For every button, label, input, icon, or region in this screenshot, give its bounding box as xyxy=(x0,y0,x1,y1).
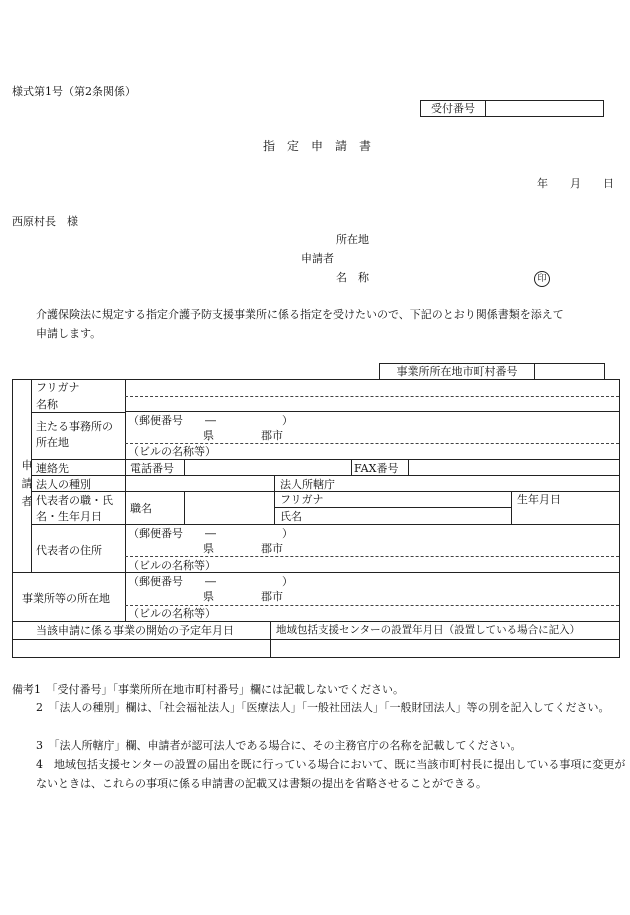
office-location-county: 郡市 xyxy=(261,590,283,603)
note-2: 2 「法人の種別」欄は、「社会福祉法人」「医療法人」「一般社団法人」「一般財団法人」等の別を記入してください。 xyxy=(36,701,610,714)
applicant-location-label: 所在地 xyxy=(336,233,369,246)
representative-label-1: 代表者の職・氏 xyxy=(36,494,113,507)
rep-address-building: （ビルの名称等） xyxy=(128,559,216,572)
form-label: 様式第1号（第2条関係） xyxy=(12,85,136,98)
rep-address-label: 代表者の住所 xyxy=(36,544,102,557)
rep-address-postal: （郵便番号 ― ） xyxy=(128,527,293,540)
main-office-label-1: 主たる事務所の xyxy=(36,420,113,433)
name-label: 名称 xyxy=(36,398,58,411)
addressee: 西原村長 様 xyxy=(12,215,78,228)
body-text-line1: 介護保険法に規定する指定介護予防支援事業所に係る指定を受けたいので、下記のとおり関係書類を添えて xyxy=(36,308,564,321)
municipality-number-label: 事業所所在地市町村番号 xyxy=(380,364,535,380)
office-location-pref: 県 xyxy=(203,590,214,603)
phone-label: 電話番号 xyxy=(130,462,174,475)
municipality-number-box xyxy=(379,363,605,379)
office-location-label: 事業所等の所在地 xyxy=(22,592,110,605)
rep-address-pref: 県 xyxy=(203,542,214,555)
main-office-postal: （郵便番号 ― ） xyxy=(128,414,293,427)
seal-mark: 印 xyxy=(534,271,550,287)
office-location-building: （ビルの名称等） xyxy=(128,607,216,620)
start-date-label: 当該申請に係る事業の開始の予定年月日 xyxy=(36,624,234,637)
main-office-pref: 県 xyxy=(203,429,214,442)
receipt-number-label: 受付番号 xyxy=(421,101,486,116)
center-date-label: 地域包括支援センターの設置年月日（設置している場合に記入） xyxy=(276,624,581,636)
rep-furigana-label: フリガナ xyxy=(280,493,324,506)
applicant-label: 申請者 xyxy=(301,252,334,265)
applicant-name-label: 名 称 xyxy=(336,271,369,284)
office-location-postal: （郵便番号 ― ） xyxy=(128,575,293,588)
applicant-side-label: 申請者 xyxy=(21,459,33,508)
note-3: 3 「法人所轄庁」欄、申請者が認可法人である場合に、その主務官庁の名称を記載してください。 xyxy=(36,739,522,752)
document-title: 指 定 申 請 書 xyxy=(263,139,372,153)
corp-authority-label: 法人所轄庁 xyxy=(280,478,335,491)
note-1: 備考1 「受付番号」「事業所所在地市町村番号」欄には記載しないでください。 xyxy=(12,683,404,696)
fax-label: FAX番号 xyxy=(354,462,399,475)
date-line: 年 月 日 xyxy=(537,177,614,190)
representative-label-2: 名・生年月日 xyxy=(36,510,102,523)
main-office-label-2: 所在地 xyxy=(36,436,69,449)
contact-label: 連絡先 xyxy=(36,462,69,475)
corp-type-label: 法人の種別 xyxy=(36,478,91,491)
birthdate-label: 生年月日 xyxy=(517,493,561,506)
rep-name-label: 氏名 xyxy=(280,510,302,523)
receipt-number-box xyxy=(420,100,604,117)
main-office-county: 郡市 xyxy=(261,429,283,442)
main-office-building: （ビルの名称等） xyxy=(128,445,216,458)
furigana-label: フリガナ xyxy=(36,381,80,394)
rep-address-county: 郡市 xyxy=(261,542,283,555)
body-text-line2: 申請します。 xyxy=(36,327,102,340)
note-4: 4 地域包括支援センターの設置の届出を既に行っている場合において、既に当該市町村長に提出している事項に変更がないときは、これらの事項に係る申請書の記載又は書類の提出を省略させることができる。 xyxy=(36,758,626,790)
application-table xyxy=(12,379,620,658)
position-label: 職名 xyxy=(130,502,152,515)
